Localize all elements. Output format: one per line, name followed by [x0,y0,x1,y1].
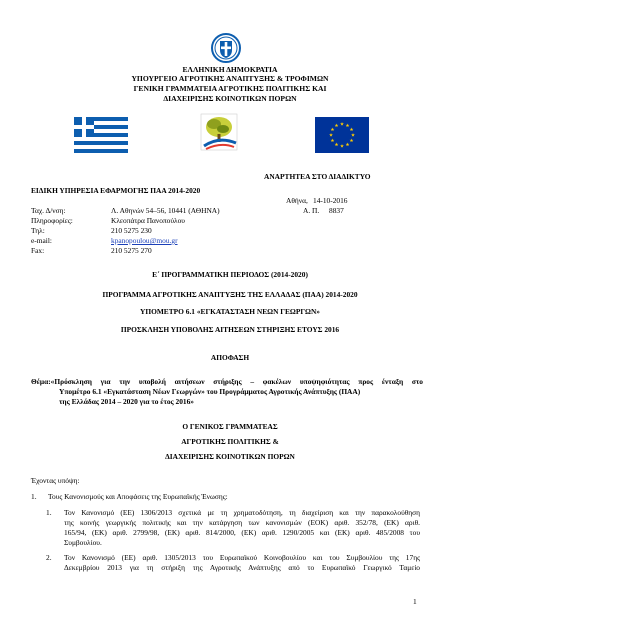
subitem-2-line: Τον Κανονισμό (ΕΕ) αριθ. 1305/2013 του Ευρωπαϊκού Κοινοβουλίου και του Συμβουλίου της 17ης [64,553,420,562]
contact-label-phone: Τηλ: [31,226,45,235]
submeasure-title: ΥΠΟΜΕΤΡΟ 6.1 «ΕΓΚΑΤΑΣΤΑΣΗ ΝΕΩΝ ΓΕΩΡΓΩΝ» [139,307,320,316]
subitem-1-line: Συμβουλίου. [64,538,102,547]
subitem-1-line: 165/94, (ΕΚ) αριθ. 2799/98, (ΕΚ) αριθ. 814/2000, (ΕΚ) αριθ. 1290/2005 και (ΕΚ) αριθ. 485/2008 του [64,528,420,537]
subitem-1-line: Τον Κανονισμό (ΕΕ) 1306/2013 σχετικά με τη χρηματοδότηση, τη διαχείριση και την παρακολούθηση [64,508,420,517]
contact-label-email: e-mail: [31,236,52,245]
rural-development-logo-icon [196,112,242,154]
contact-email-link[interactable]: kpanopoulou@mou.gr [111,236,178,245]
call-title: ΠΡΟΣΚΛΗΣΗ ΥΠΟΒΟΛΗΣ ΑΙΤΗΣΕΩΝ ΣΤΗΡΙΞΗΣ ΕΤΟΥΣ 2016 [120,325,340,334]
secretary-line-1: Ο ΓΕΝΙΚΟΣ ΓΡΑΜΜΑΤΕΑΣ [182,422,278,431]
subject-line-3: της Ελλάδας 2014 – 2020 για το έτος 2016» [59,397,194,406]
posting-notice: ΑΝΑΡΤΗΤΕΑ ΣΤΟ ΔΙΑΔΙΚΤΥΟ [264,172,371,181]
contact-label-info: Πληροφορίες: [31,216,73,225]
decision-title: ΑΠΟΦΑΣΗ [210,353,250,362]
item-1-number: 1. [31,492,37,501]
subitem-2-line: Δεκεμβρίου 2013 για τη στήριξη της Αγροτικής Ανάπτυξης από το Ευρωπαϊκό Γεωργικό Ταμείο [64,563,420,572]
subject-line-1: Θέμα:«Πρόσκληση για την υποβολή αιτήσεων στήριξης – φακέλων υποψηφιότητας προς ένταξη στο [31,377,423,386]
contact-value-fax: 210 5275 270 [111,246,152,255]
subitem-1-line: της κοινής γεωργικής πολιτικής και την κατάργηση των κανονισμών (ΕΟΚ) αριθ. 352/78, (ΕΚ) αριθ. [64,518,420,527]
greek-flag-icon [74,117,128,153]
period-title: Ε΄ ΠΡΟΓΡΑΜΜΑΤΙΚΗ ΠΕΡΙΟΔΟΣ (2014-2020) [152,270,308,279]
item-1-text: Τους Κανονισμούς και Αποφάσεις της Ευρωπαϊκής Ένωσης: [48,492,228,501]
service-name: ΕΙΔΙΚΗ ΥΠΗΡΕΣΙΑ ΕΦΑΡΜΟΓΗΣ ΠΑΑ 2014-2020 [31,186,201,195]
page-number: 1 [413,597,417,606]
protocol-label: Α. Π. [303,206,320,215]
secretary-line-3: ΔΙΑΧΕΙΡΙΣΗΣ ΚΟΙΝΟΤΙΚΩΝ ΠΟΡΩΝ [165,452,295,461]
protocol-value: 8837 [329,206,344,215]
header-line-3: ΓΕΝΙΚΗ ΓΡΑΜΜΑΤΕΙΑ ΑΓΡΟΤΙΚΗΣ ΠΟΛΙΤΙΚΗΣ ΚΑΙ [133,84,327,93]
contact-label-address: Ταχ. Δ/νση: [31,206,66,215]
date-value: 14-10-2016 [313,196,348,205]
subitem-2-text [64,553,420,573]
greek-coat-of-arms-icon [211,33,241,63]
subject-line-2: Υπομέτρο 6.1 «Εγκατάσταση Νέων Γεωργών» του Προγράμματος Αγροτικής Ανάπτυξης (ΠΑΑ) [59,387,361,396]
subitem-1-text [64,508,420,548]
contact-value-address: Λ. Αθηνών 54–56, 10441 (ΑΘΗΝΑ) [111,206,220,215]
having-regard: Έχοντας υπόψη: [31,476,80,485]
program-title: ΠΡΟΓΡΑΜΜΑ ΑΓΡΟΤΙΚΗΣ ΑΝΑΠΤΥΞΗΣ ΤΗΣ ΕΛΛΑΔΑΣ (ΠΑΑ) 2014-2020 [102,290,358,299]
header-line-1: ΕΛΛΗΝΙΚΗ ΔΗΜΟΚΡΑΤΙΑ [182,65,278,74]
contact-value-info: Κλεοπάτρα Πανοπούλου [111,216,185,225]
subitem-2-number: 2. [46,553,52,562]
contact-label-fax: Fax: [31,246,45,255]
header-line-4: ΔΙΑΧΕΙΡΙΣΗΣ ΚΟΙΝΟΤΙΚΩΝ ΠΟΡΩΝ [163,94,297,103]
date-label: Αθήνα, [286,196,308,205]
eu-flag-icon [315,117,369,153]
subitem-1-number: 1. [46,508,52,517]
contact-value-phone: 210 5275 230 [111,226,152,235]
secretary-line-2: ΑΓΡΟΤΙΚΗΣ ΠΟΛΙΤΙΚΗΣ & [181,437,279,446]
header-line-2: ΥΠΟΥΡΓΕΙΟ ΑΓΡΟΤΙΚΗΣ ΑΝΑΠΤΥΞΗΣ & ΤΡΟΦΙΜΩΝ [131,74,329,83]
